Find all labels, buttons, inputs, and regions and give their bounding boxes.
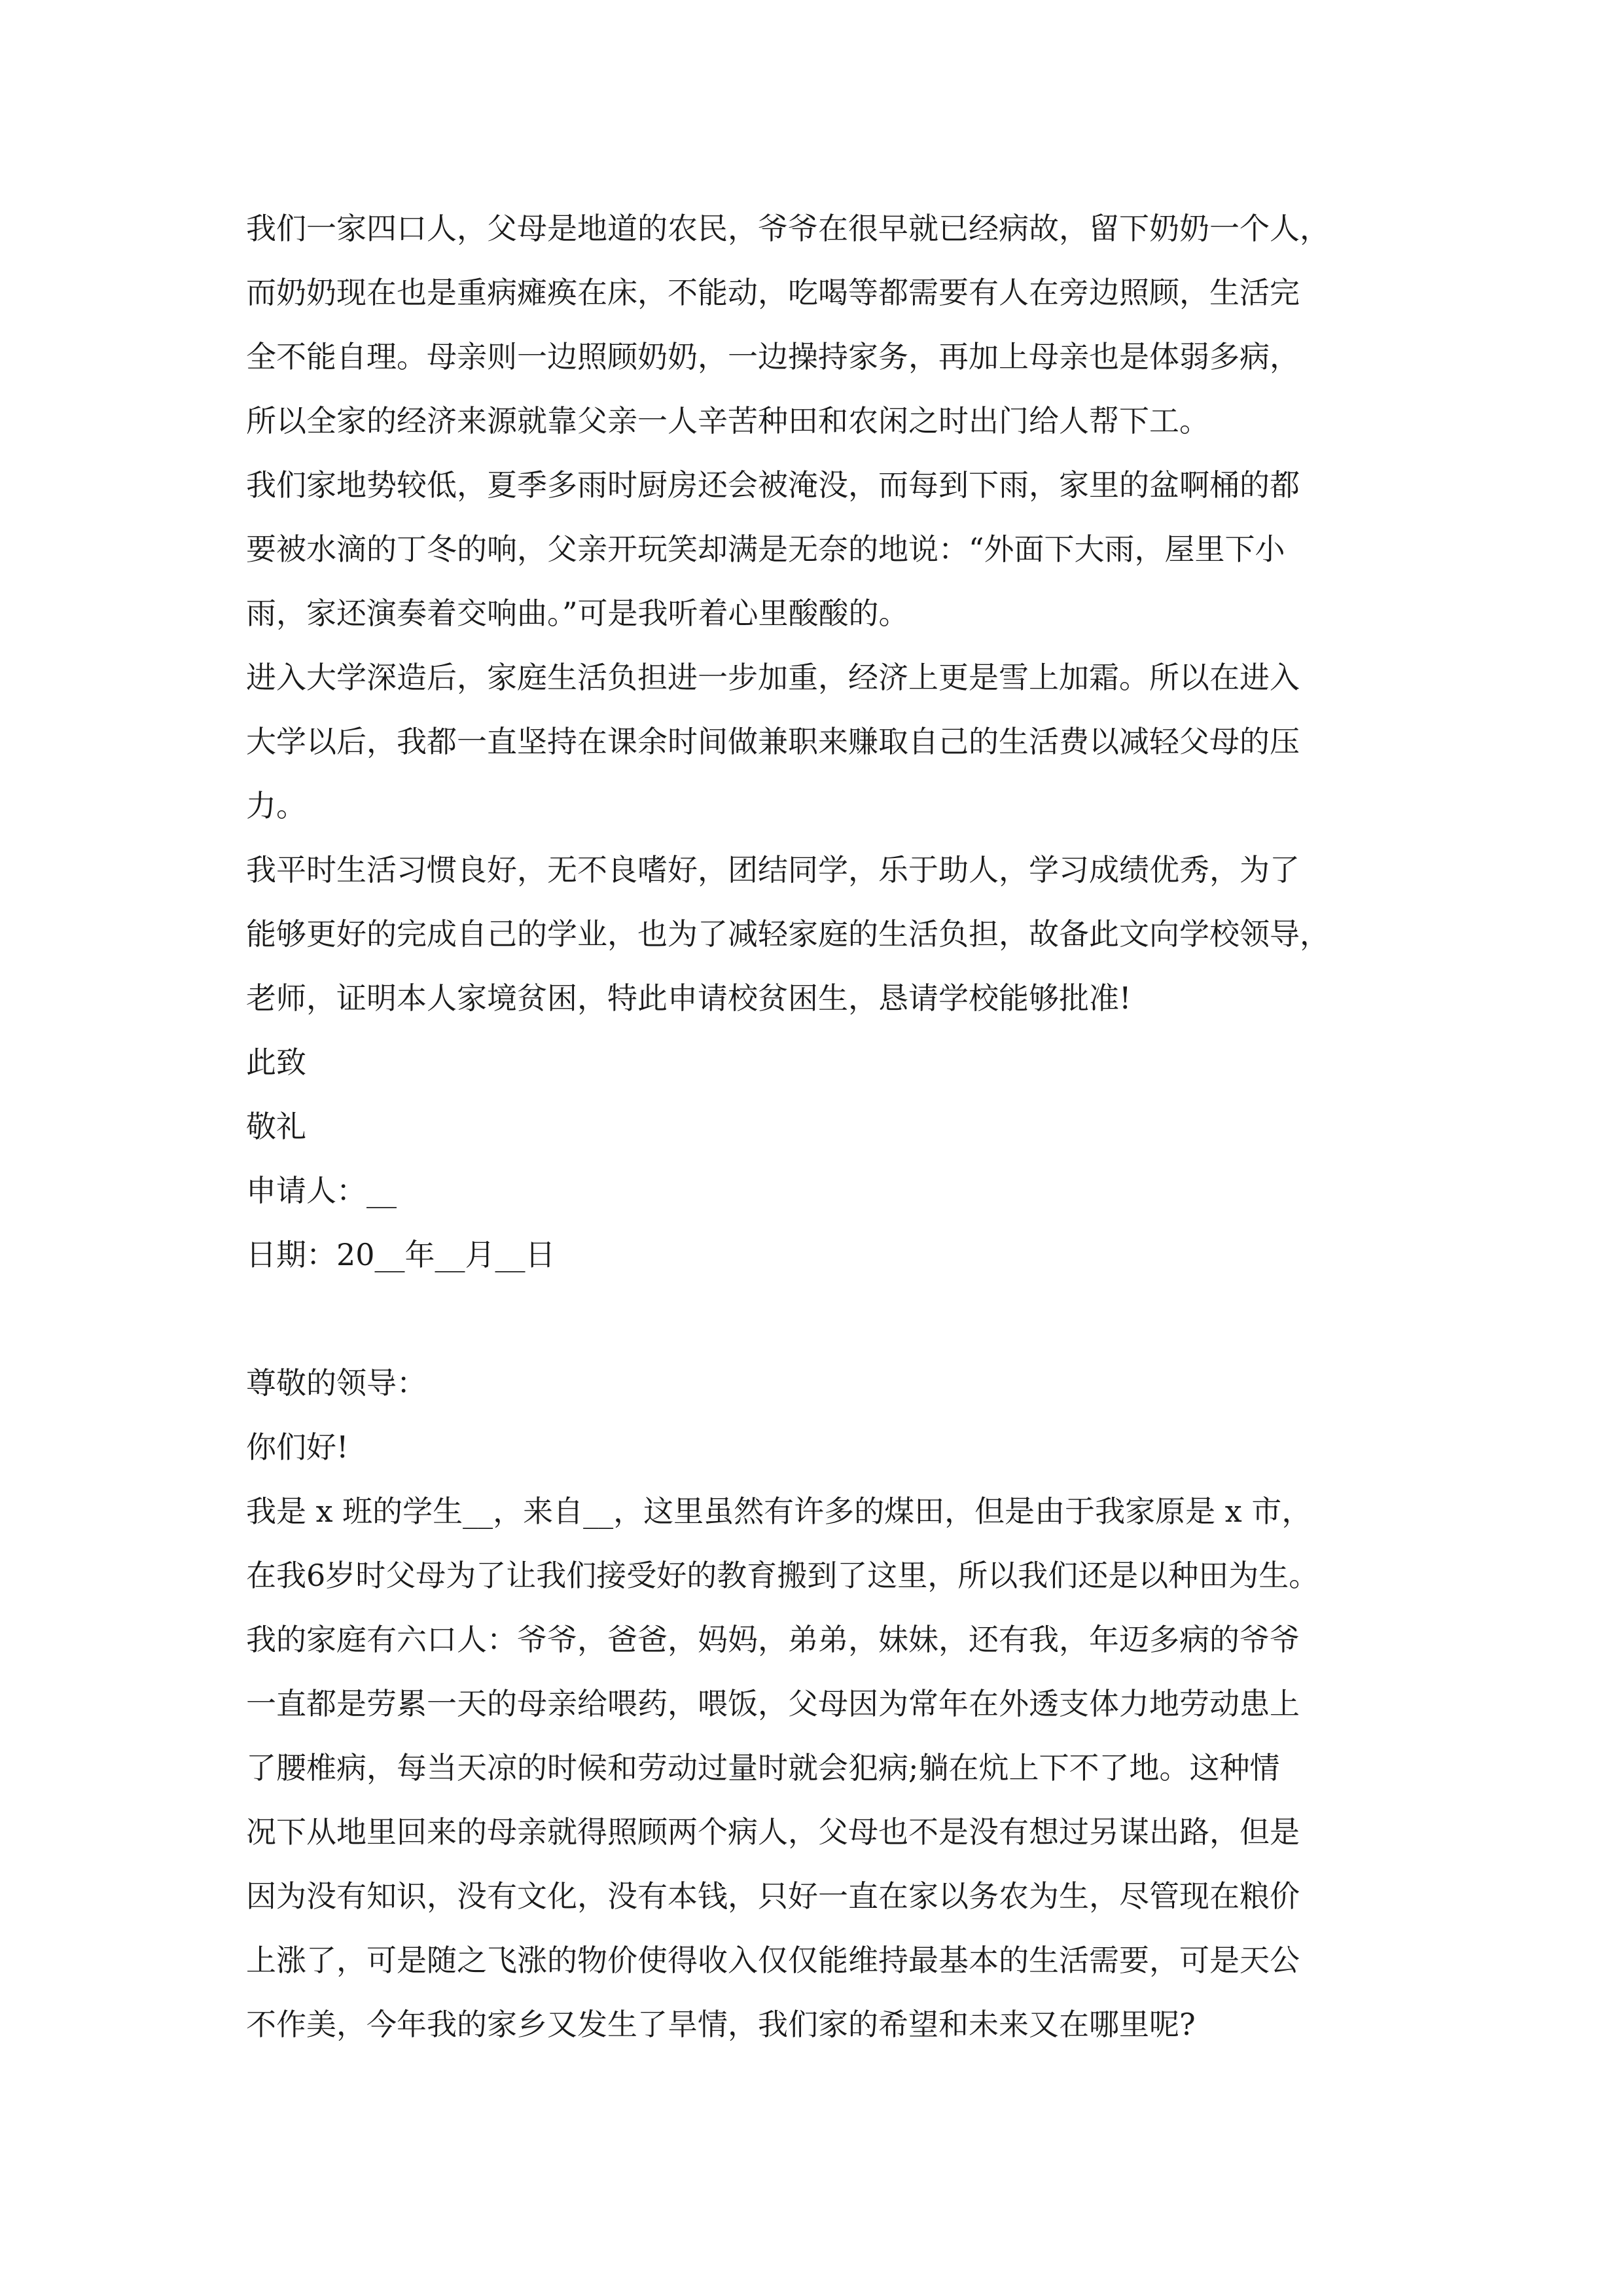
- text-line: 进入大学深造后，家庭生活负担进一步加重，经济上更是雪上加霜。所以在进入: [246, 660, 1300, 695]
- document-body: [246, 196, 1431, 2056]
- text-line: 全不能自理。母亲则一边照顾奶奶，一边操持家务，再加上母亲也是体弱多病，: [246, 339, 1300, 374]
- text-line: 上涨了，可是随之飞涨的物价使得收入仅仅能维持最基本的生活需要，可是天公: [246, 1943, 1300, 1978]
- applicant-line: 申请人：__: [246, 1173, 397, 1208]
- text-line: 而奶奶现在也是重病瘫痪在床，不能动，吃喝等都需要有人在旁边照顾，生活完: [246, 275, 1300, 310]
- text-line: 了腰椎病，每当天凉的时候和劳动过量时就会犯病;躺在炕上下不了地。这种情: [246, 1750, 1280, 1785]
- text-line: 我是 x 班的学生__，来自__，这里虽然有许多的煤田，但是由于我家原是 x 市，: [246, 1494, 1312, 1529]
- text-line: 能够更好的完成自己的学业，也为了减轻家庭的生活负担，故备此文向学校领导，: [246, 916, 1330, 952]
- text-line: 我们家地势较低，夏季多雨时厨房还会被淹没，而每到下雨，家里的盆啊桶的都: [246, 467, 1300, 503]
- text-line: 我的家庭有六口人：爷爷，爸爸，妈妈，弟弟，妹妹，还有我，年迈多病的爷爷: [246, 1622, 1300, 1657]
- closing-salutation: 此致: [246, 1045, 306, 1080]
- text-line: 一直都是劳累一天的母亲给喂药，喂饭，父母因为常年在外透支体力地劳动患上: [246, 1686, 1300, 1721]
- text-line: 大学以后，我都一直坚持在课余时间做兼职来赚取自己的生活费以减轻父母的压: [246, 724, 1300, 759]
- closing-regards: 敬礼: [246, 1109, 306, 1144]
- letter-greeting: 尊敬的领导：: [246, 1365, 427, 1401]
- text-line: 我们一家四口人，父母是地道的农民，爷爷在很早就已经病故，留下奶奶一个人，: [246, 211, 1330, 246]
- text-line: 老师，证明本人家境贫困，特此申请校贫困生，恳请学校能够批准!: [246, 980, 1132, 1016]
- section-gap: [246, 1287, 1431, 1351]
- date-line: 日期：20__年__月__日: [246, 1237, 556, 1272]
- text-line: 我平时生活习惯良好，无不良嗜好，团结同学，乐于助人，学习成绩优秀，为了: [246, 852, 1300, 888]
- text-line: 所以全家的经济来源就靠父亲一人辛苦种田和农闲之时出门给人帮下工。: [246, 403, 1209, 439]
- text-line: 雨，家还演奏着交响曲。”可是我听着心里酸酸的。: [246, 596, 909, 631]
- text-line: 要被水滴的丁冬的响，父亲开玩笑却满是无奈的地说：“外面下大雨，屋里下小: [246, 531, 1285, 567]
- text-line: 况下从地里回来的母亲就得照顾两个病人，父母也不是没有想过另谋出路，但是: [246, 1814, 1300, 1850]
- text-line: 在我6岁时父母为了让我们接受好的教育搬到了这里，所以我们还是以种田为生。: [246, 1558, 1319, 1593]
- text-line: 因为没有知识，没有文化，没有本钱，只好一直在家以务农为生，尽管现在粮价: [246, 1878, 1300, 1914]
- text-line: 不作美，今年我的家乡又发生了旱情，我们家的希望和未来又在哪里呢?: [246, 2007, 1196, 2042]
- letter-hello: 你们好!: [246, 1429, 349, 1465]
- text-line: 力。: [246, 788, 306, 823]
